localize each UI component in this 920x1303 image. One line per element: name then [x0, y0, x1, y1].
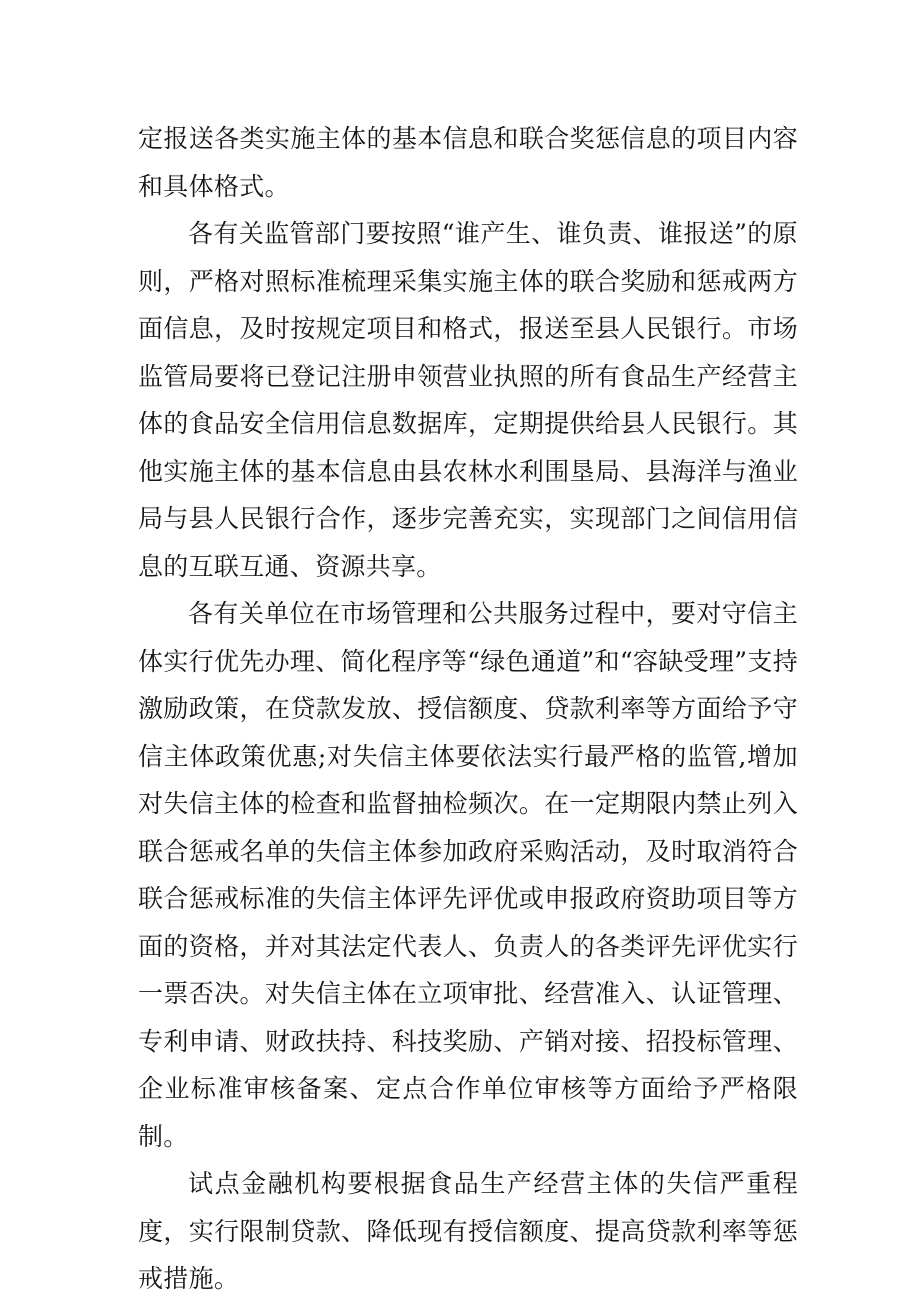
paragraph-financial-institutions: 试点金融机构要根据食品生产经营主体的失信严重程度，实行限制贷款、降低现有授信额度、提高贷款利率等惩戒措施。: [138, 1169, 798, 1293]
paragraph-incentives-penalties: 各有关单位在市场管理和公共服务过程中，要对守信主体实行优先办理、简化程序等“绿色通道”和“容缺受理”支持激励政策，在贷款发放、授信额度、贷款利率等方面给予守信主体政策优惠;对失信主体要依法实行最严格的监管,增加对失信主体的检查和监督抽检频次。在一定期限内禁止列入联合惩戒名单的失信主体参加政府采购活动，及时取消符合联合惩戒标准的失信主体评先评优或申报政府资助项目等方面的资格，并对其法定代表人、负责人的各类评先评优实行一票否决。对失信主体在立项审批、经营准入、认证管理、专利申请、财政扶持、科技奖励、产销对接、招投标管理、企业标准审核备案、定点合作单位审核等方面给予严格限制。: [138, 599, 798, 1151]
document-body: [138, 115, 798, 1303]
paragraph-continuation: 定报送各类实施主体的基本信息和联合奖惩信息的项目内容和具体格式。: [138, 124, 798, 201]
paragraph-supervision-reporting: 各有关监管部门要按照“谁产生、谁负责、谁报送”的原则，严格对照标准梳理采集实施主体的联合奖励和惩戒两方面信息，及时按规定项目和格式，报送至县人民银行。市场监管局要将已登记注册申领营业执照的所有食品生产经营主体的食品安全信用信息数据库，定期提供给县人民银行。其他实施主体的基本信息由县农林水利围垦局、县海洋与渔业局与县人民银行合作，逐步完善充实，实现部门之间信用信息的互联互通、资源共享。: [138, 219, 798, 581]
